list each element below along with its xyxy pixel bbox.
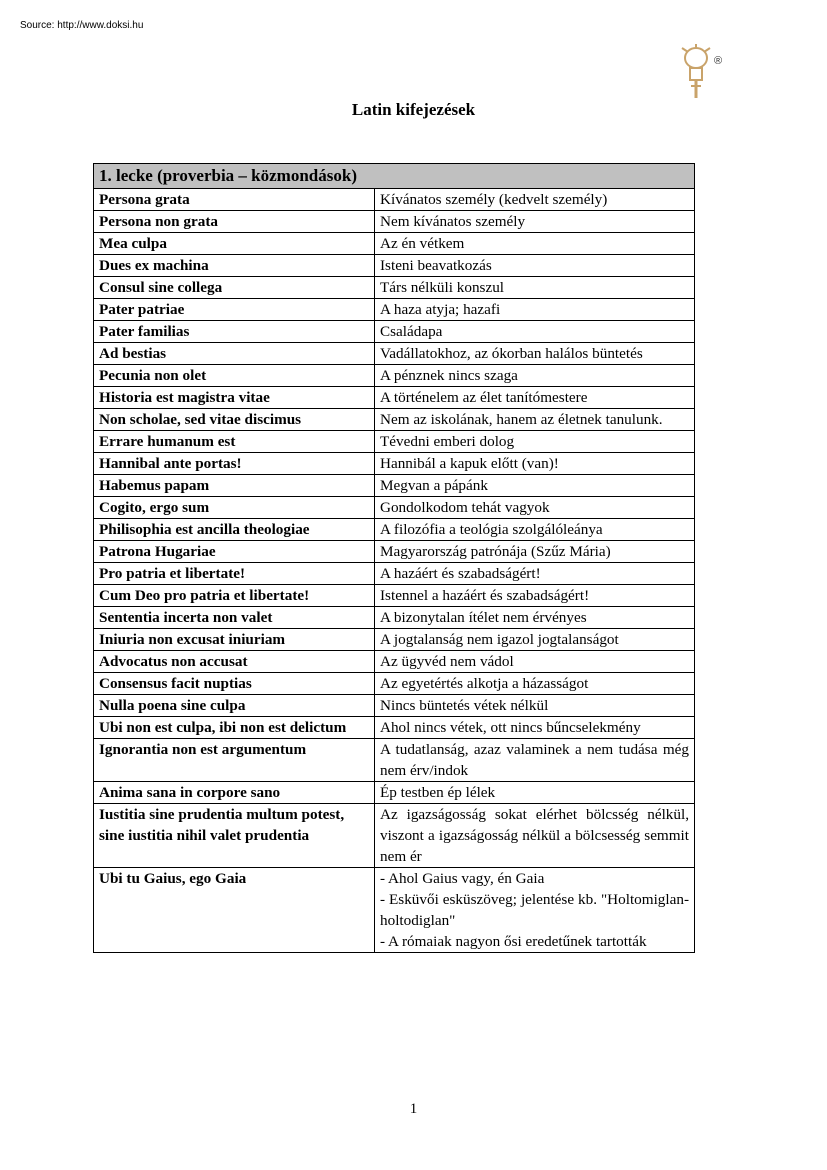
table-row [94,497,695,519]
table-row [94,739,695,782]
latin-expression: Non scholae, sed vitae discimus [94,409,375,431]
latin-expression: Habemus papam [94,475,375,497]
hungarian-meaning: Az igazságosság sokat elérhet bölcsség nélkül, viszont a igazságosság nélkül a bölcsesség semmit nem ér [375,804,695,868]
lesson-heading: 1. lecke (proverbia – közmondások) [94,164,695,189]
hungarian-meaning: Gondolkodom tehát vagyok [375,497,695,519]
table-row [94,695,695,717]
table-row [94,519,695,541]
table-row [94,868,695,953]
table-row [94,782,695,804]
latin-expression: Persona non grata [94,211,375,233]
hungarian-meaning: Családapa [375,321,695,343]
hungarian-meaning [375,868,695,953]
table-row [94,321,695,343]
hungarian-meaning: A tudatlanság, azaz valaminek a nem tudása még nem érv/indok [375,739,695,782]
latin-expression: Cogito, ergo sum [94,497,375,519]
meaning-line: - Esküvői esküszöveg; jelentése kb. "Holtomiglan-holtodiglan" [380,891,689,929]
table-row [94,365,695,387]
hungarian-meaning: Nem az iskolának, hanem az életnek tanulunk. [375,409,695,431]
latin-expression: Ubi tu Gaius, ego Gaia [94,868,375,953]
table-row [94,343,695,365]
latin-expression: Errare humanum est [94,431,375,453]
hungarian-meaning: Vadállatokhoz, az ókorban halálos büntetés [375,343,695,365]
hungarian-meaning: Ahol nincs vétek, ott nincs bűncselekmény [375,717,695,739]
doksi-logo-icon [676,42,732,102]
hungarian-meaning: Kívánatos személy (kedvelt személy) [375,189,695,211]
hungarian-meaning: A pénznek nincs szaga [375,365,695,387]
hungarian-meaning: Hannibál a kapuk előtt (van)! [375,453,695,475]
table-row [94,541,695,563]
hungarian-meaning: A bizonytalan ítélet nem érvényes [375,607,695,629]
table-row [94,585,695,607]
page-number: 1 [409,1101,418,1117]
table-row [94,299,695,321]
hungarian-meaning: Megvan a pápánk [375,475,695,497]
latin-expression: Ignorantia non est argumentum [94,739,375,782]
table-row [94,233,695,255]
latin-expression: Advocatus non accusat [94,651,375,673]
hungarian-meaning: Nem kívánatos személy [375,211,695,233]
hungarian-meaning: A filozófia a teológia szolgálóleánya [375,519,695,541]
hungarian-meaning: A hazáért és szabadságért! [375,563,695,585]
meaning-line: - A rómaiak nagyon ősi eredetűnek tartották [380,933,647,950]
latin-expression: Consensus facit nuptias [94,673,375,695]
table-row [94,563,695,585]
latin-expression: Ad bestias [94,343,375,365]
table-row [94,387,695,409]
latin-expression: Ubi non est culpa, ibi non est delictum [94,717,375,739]
table-body [94,189,695,953]
table-row [94,475,695,497]
hungarian-meaning: Tévedni emberi dolog [375,431,695,453]
meaning-line: - Ahol Gaius vagy, én Gaia [380,870,545,887]
table-row [94,431,695,453]
hungarian-meaning: Társ nélküli konszul [375,277,695,299]
latin-expression: Dues ex machina [94,255,375,277]
table-row [94,409,695,431]
latin-expression: Consul sine collega [94,277,375,299]
hungarian-meaning: Az én vétkem [375,233,695,255]
latin-expression: Pater patriae [94,299,375,321]
table-row [94,189,695,211]
table-row [94,629,695,651]
latin-expression: Iniuria non excusat iniuriam [94,629,375,651]
table-row [94,673,695,695]
table-row [94,255,695,277]
latin-expression: Historia est magistra vitae [94,387,375,409]
expressions-table [93,163,695,953]
source-url: Source: http://www.doksi.hu [20,20,144,31]
hungarian-meaning: Magyarország patrónája (Szűz Mária) [375,541,695,563]
hungarian-meaning: A történelem az élet tanítómestere [375,387,695,409]
hungarian-meaning: Isteni beavatkozás [375,255,695,277]
latin-expression: Pater familias [94,321,375,343]
latin-expression: Iustitia sine prudentia multum potest, sine iustitia nihil valet prudentia [94,804,375,868]
latin-expression: Pecunia non olet [94,365,375,387]
hungarian-meaning: Istennel a hazáért és szabadságért! [375,585,695,607]
hungarian-meaning: A jogtalanság nem igazol jogtalanságot [375,629,695,651]
latin-expression: Philisophia est ancilla theologiae [94,519,375,541]
latin-expression: Hannibal ante portas! [94,453,375,475]
latin-expression: Mea culpa [94,233,375,255]
latin-expression: Sententia incerta non valet [94,607,375,629]
hungarian-meaning: A haza atyja; hazafi [375,299,695,321]
table-row [94,211,695,233]
table-row [94,607,695,629]
latin-expression: Pro patria et libertate! [94,563,375,585]
latin-expression: Cum Deo pro patria et libertate! [94,585,375,607]
latin-expression: Persona grata [94,189,375,211]
table-row [94,453,695,475]
hungarian-meaning: Ép testben ép lélek [375,782,695,804]
table-row [94,717,695,739]
page-title: Latin kifejezések [351,100,476,119]
latin-expression: Patrona Hugariae [94,541,375,563]
hungarian-meaning: Nincs büntetés vétek nélkül [375,695,695,717]
table-row [94,651,695,673]
hungarian-meaning: Az ügyvéd nem vádol [375,651,695,673]
table-row [94,804,695,868]
registered-mark: ® [714,55,723,67]
latin-expression: Anima sana in corpore sano [94,782,375,804]
latin-expression: Nulla poena sine culpa [94,695,375,717]
table-row [94,277,695,299]
hungarian-meaning: Az egyetértés alkotja a házasságot [375,673,695,695]
